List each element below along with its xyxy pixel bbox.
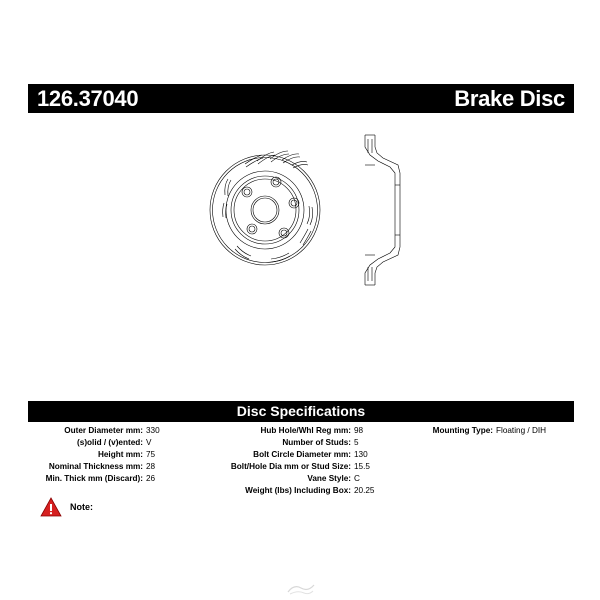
spec-label: Bolt Circle Diameter mm:: [253, 450, 351, 460]
spec-row-outer-diameter: [28, 425, 160, 437]
spec-label: Nominal Thickness mm:: [48, 462, 143, 472]
spec-label: (s)olid / (v)ented:: [77, 438, 143, 448]
spec-label: Bolt/Hole Dia mm or Stud Size:: [230, 462, 351, 472]
watermark-logo: [286, 582, 316, 596]
note-label: Note:: [70, 502, 93, 512]
spec-row-bolt-hole-dia: [200, 461, 375, 473]
spec-label: Number of Studs:: [282, 438, 351, 448]
brake-disc-drawing: [200, 125, 420, 295]
spec-value: Floating / DIH: [496, 426, 547, 435]
spec-row-weight: [200, 485, 375, 497]
spec-value: 15.5: [354, 462, 370, 472]
spec-label: Min. Thick mm (Discard):: [45, 474, 143, 484]
note: [40, 497, 93, 517]
spec-row-number-of-studs: [200, 437, 375, 449]
product-title: Brake Disc: [454, 85, 565, 111]
spec-value: 26: [146, 474, 156, 484]
spec-value: V: [146, 438, 152, 448]
spec-value: 20.25: [354, 486, 375, 496]
spec-value: C: [354, 474, 360, 484]
title-bar: [28, 84, 574, 113]
spec-column-2: [200, 425, 375, 498]
spec-value: 98: [354, 426, 364, 435]
spec-row-hub-hole: [200, 425, 375, 437]
part-number: 126.37040: [37, 85, 139, 111]
spec-row-nominal-thickness: [28, 461, 160, 473]
spec-label: Height mm:: [97, 450, 143, 460]
spec-label: Outer Diameter mm:: [64, 426, 143, 435]
spec-label: Mounting Type:: [432, 426, 493, 435]
spec-value: 330: [146, 426, 160, 435]
spec-value: 5: [354, 438, 359, 448]
spec-value: 75: [146, 450, 156, 460]
spec-value: 28: [146, 462, 156, 472]
specifications-title: Disc Specifications: [28, 401, 574, 422]
spec-value: 130: [354, 450, 368, 460]
spec-label: Weight (lbs) Including Box:: [245, 486, 351, 496]
warning-triangle-icon: [40, 497, 62, 517]
spec-row-bolt-circle: [200, 449, 375, 461]
spec-row-vane-style: [200, 473, 375, 485]
spec-row-solid-vented: [28, 437, 160, 449]
spec-row-min-thickness: [28, 473, 160, 485]
spec-label: Vane Style:: [307, 474, 351, 484]
spec-row-mounting-type: [400, 425, 546, 437]
spec-column-1: [28, 425, 160, 485]
spec-row-height: [28, 449, 160, 461]
spec-label: Hub Hole/Whl Reg mm:: [260, 426, 351, 435]
spec-column-3: [400, 425, 546, 437]
